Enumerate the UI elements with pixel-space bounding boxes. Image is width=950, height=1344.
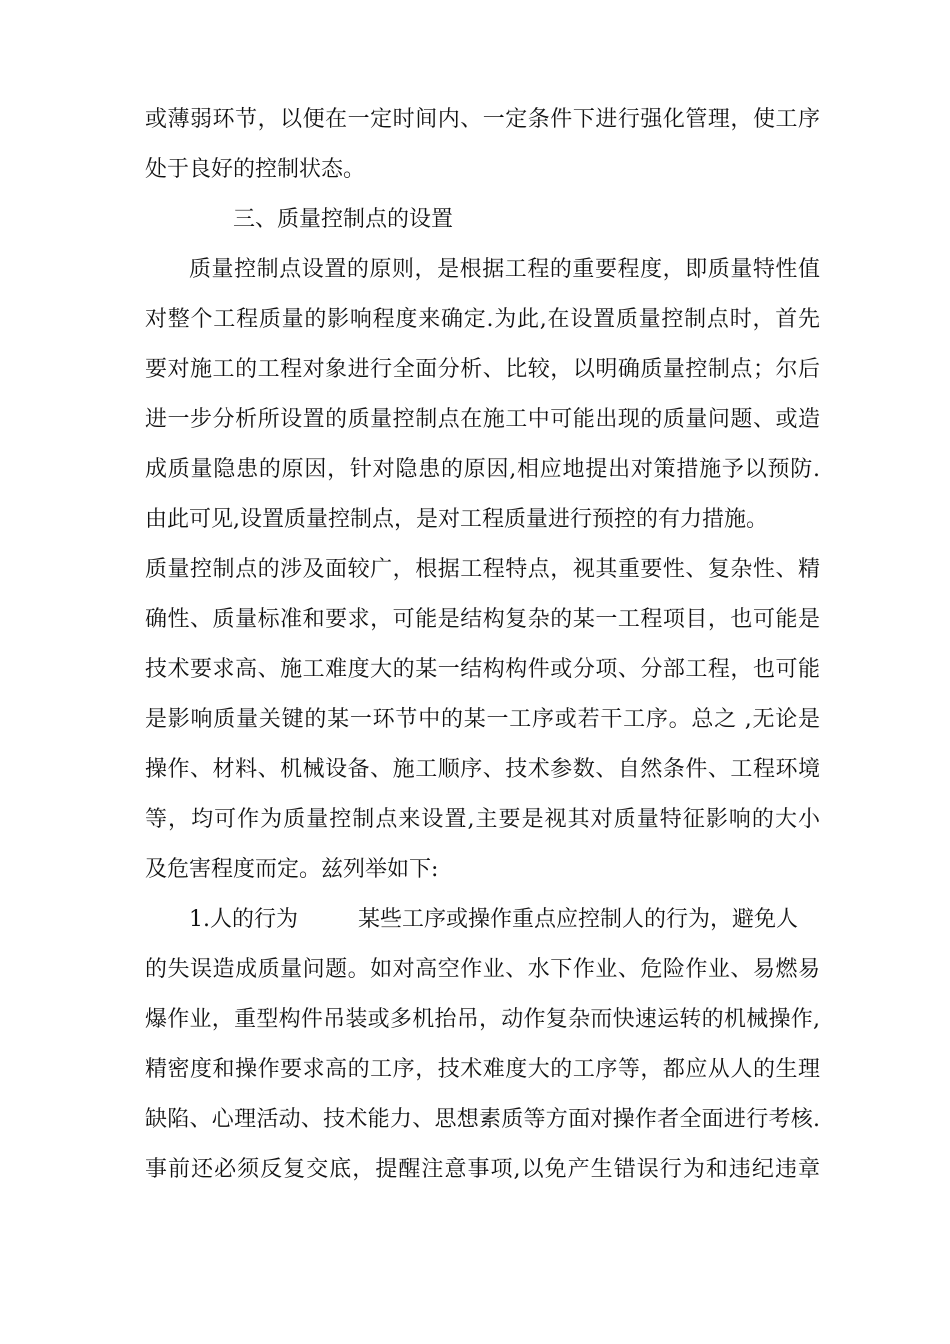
text-line: 对整个工程质量的影响程度来确定.为此,在设置质量控制点时，首先 [145, 307, 820, 332]
text-line: 确性、质量标准和要求，可能是结构复杂的某一工程项目，也可能是 [145, 607, 820, 632]
text-line: 技术要求高、施工难度大的某一结构构件或分项、分部工程，也可能 [145, 657, 820, 682]
text-line: 处于良好的控制状态。 [145, 157, 366, 182]
text-line: 精密度和操作要求高的工序，技术难度大的工序等，都应从人的生理 [145, 1057, 820, 1082]
text-line: 是影响质量关键的某一环节中的某一工序或若干工序。总之 ,无论是 [145, 707, 820, 732]
item-1-text: 某些工序或操作重点应控制人的行为，避免人 [358, 907, 799, 932]
text-line: 由此可见,设置质量控制点，是对工程质量进行预控的有力措施。 [145, 507, 768, 532]
text-line: 要对施工的工程对象进行全面分析、比较，以明确质量控制点；尔后 [145, 357, 820, 382]
document-body [145, 95, 820, 1195]
section-heading: 三、质量控制点的设置 [233, 207, 454, 232]
text-line: 等，均可作为质量控制点来设置,主要是视其对质量特征影响的大小 [145, 807, 820, 832]
text-line: 的失误造成质量问题。如对高空作业、水下作业、危险作业、易燃易 [145, 957, 820, 982]
text-line: 成质量隐患的原因，针对隐患的原因,相应地提出对策措施予以预防. [145, 457, 820, 482]
text-line: 事前还必须反复交底，提醒注意事项,以免产生错误行为和违纪违章 [145, 1157, 820, 1182]
text-line: 或薄弱环节，以便在一定时间内、一定条件下进行强化管理，使工序 [145, 107, 820, 132]
item-1-line [145, 895, 820, 945]
text-line: 质量控制点的涉及面较广，根据工程特点，视其重要性、复杂性、精 [145, 557, 820, 582]
item-1-label: 1.人的行为 [189, 907, 298, 932]
text-line: 操作、材料、机械设备、施工顺序、技术参数、自然条件、工程环境 [145, 757, 820, 782]
text-line: 及危害程度而定。兹列举如下: [145, 857, 439, 882]
text-line: 爆作业，重型构件吊装或多机抬吊，动作复杂而快速运转的机械操作, [145, 1007, 820, 1032]
text-line: 缺陷、心理活动、技术能力、思想素质等方面对操作者全面进行考核. [145, 1107, 820, 1132]
text-line: 进一步分析所设置的质量控制点在施工中可能出现的质量问题、或造 [145, 407, 820, 432]
text-line: 质量控制点设置的原则，是根据工程的重要程度，即质量特性值 [189, 257, 820, 282]
